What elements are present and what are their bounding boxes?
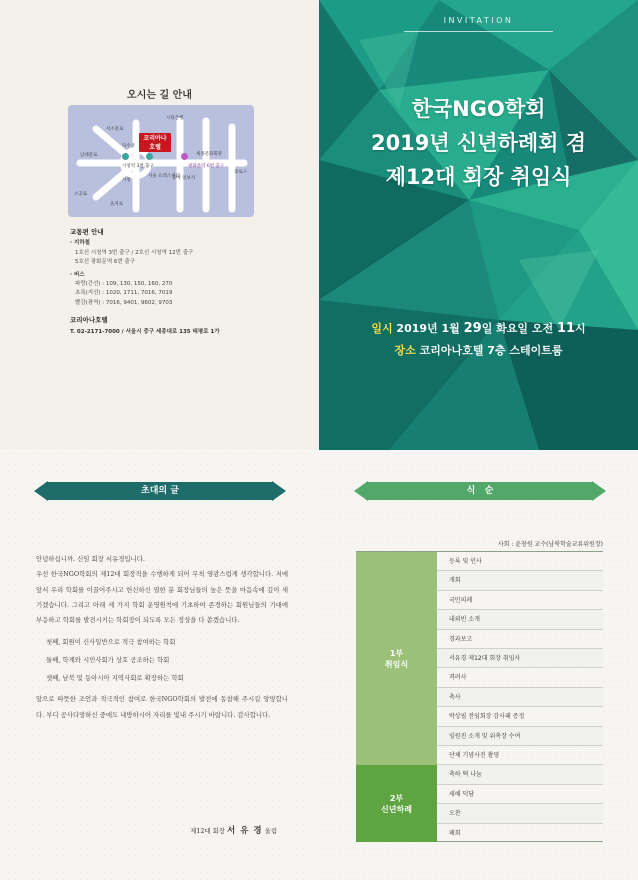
letter-paragraph: 우선 한국NGO학회의 제12대 회장직을 수행하게 되어 무척 영광스럽게 생각합니다. 저에 앞서 우리 학회를 이끌어주시고 헌신하신 열한 분 회장님들의 높은 뜻을 마음속에 깊이 새기겠습니다. 그리고 아래 세 가지 학회 운영원칙에 기초하여 존경하는 회원님들의 기대에 부응하고 학회를 발전시키는 학회장이 되도록 모든 정성을 다 쏟겠습니다. [36,570,288,625]
program-row: 오찬 [437,804,603,823]
hotel-label-line2: 호텔 [149,144,161,151]
date-part: 일 화요일 오전 [481,322,557,335]
station-dot-1 [122,153,129,160]
program-row: 국민의례 [437,591,603,610]
program-row: 새해 덕담 [437,785,603,804]
bus-line: 파랑(간선) : 109, 130, 150, 160, 270 [75,281,173,288]
program-row: 격려사 [437,668,603,687]
date-part: 시 [575,322,586,335]
principle-item: 첫째, 회원이 신사일반으로 적극 참여하는 학회 [46,638,176,647]
location-map [68,105,254,217]
title-line-3: 제12대 회장 취임식 [385,165,572,189]
invitation-label: INVITATION [443,16,514,25]
hotel-contact: T. 02-2171-7000 / 서울시 중구 세종대로 135 태평로 1가 [70,328,220,335]
event-info [319,318,638,362]
program-row: 경과보고 [437,630,603,649]
program-row: 축하 떡 나눔 [437,765,603,784]
principle-item: 셋째, 남북 및 동아시아 지역사회로 확장하는 학회 [46,674,184,683]
subway-line: 1호선 시청역 3번 출구 / 2호선 시청역 12번 출구 [75,249,194,256]
part2-cell [356,765,437,842]
ribbon-right-cap [272,481,286,501]
hotel-label-line1: 코리아나 [143,135,167,142]
event-place [319,340,638,362]
invitation-cover [319,0,638,450]
date-day: 29 [463,321,482,336]
map-label: 서울 프레스센터 [148,174,180,179]
part1-cell [356,552,437,765]
program-row: 박상필 전임회장 감사패 증정 [437,707,603,726]
bus-title: · 버스 [70,271,85,278]
hotel-marker [139,133,171,152]
map-roads [68,105,254,217]
sig-name: 서 유 경 [227,826,263,836]
map-label: 광화문역 6번 출구 [188,164,225,169]
map-title: 오시는 길 안내 [127,90,192,101]
map-label: 세종문화회관 [196,152,223,157]
station-dot-2 [146,153,153,160]
map-label: 서소문로 [106,127,124,132]
letter-paragraph: 안녕하십니까. 신임 회장 서유경입니다. [36,555,145,563]
exit-dot [181,153,188,160]
program-row: 임원진 소개 및 위촉장 수여 [437,727,603,746]
program-row: 내외빈 소개 [437,610,603,629]
part2-label: 신년하례 [381,804,412,814]
polygon-background [319,0,638,450]
map-label: 종로구 [234,170,248,175]
signature [0,824,277,836]
sig-suffix: 올림 [264,827,277,835]
bus-line: 초록(지선) : 1020, 1711, 7016, 7019 [75,290,173,297]
date-key: 일시 [371,322,393,335]
program-row: 축사 [437,688,603,707]
program-row: 등록 및 인사 [437,552,603,571]
mc-line: 사회 : 윤창원 교수(남북학술교류위원장) [497,541,603,548]
letter-body [36,552,288,723]
map-label: 시청역 3번 출구 [122,164,154,169]
part1-label: 1부 [389,648,404,658]
date-hour: 11 [556,321,576,336]
title-line-1: 한국NGO학회 [411,97,546,121]
transport-info [70,228,310,337]
program-heading: 식 순 [366,482,594,500]
letter-closing: 앞으로 따뜻한 조언과 적극적인 참여로 한국NGO학회의 발전에 동참해 주시길 앙망합니다. 부디 공사다망하신 중에도 내방하시어 자리를 빛내 주시기 바랍니다. 감사합니다. [36,695,288,719]
map-label: 남대문로 [80,153,98,158]
place-key: 장소 [394,344,416,357]
map-label: 시티은행 [166,116,184,121]
subway-title: · 지하철 [70,240,90,247]
place-value: 코리아나호텔 7층 스테이트룸 [419,344,563,357]
program-row: 개회 [437,571,603,590]
map-label: 소공로 [74,192,88,197]
program-table [356,551,603,842]
map-label: 동아 일보사 [172,176,196,181]
bus-line: 빨강(광역) : 7016, 9401, 9602, 9703 [75,299,173,306]
subway-line: 5호선 광화문역 6번 출구 [75,259,136,266]
transport-title: 교통편 안내 [70,228,104,236]
label-divider [404,31,553,32]
letter-heading: 초대의 글 [46,482,274,500]
map-panel [0,0,319,450]
title-line-2: 2019년 신년하례회 겸 [370,131,587,155]
map-label: 시청 [122,178,131,183]
sig-prefix: 제12대 회장 [190,827,225,835]
principles-list [36,633,288,687]
ribbon-right-cap [592,481,606,501]
part2-label: 2부 [389,793,404,803]
hotel-title: 코리아나호텔 [70,316,108,325]
date-part: 2019년 1월 [396,322,464,335]
program-row: 단체 기념사진 촬영 [437,746,603,765]
part1-label: 취임식 [384,659,409,669]
program-row: 서유경 제12대 회장 취임사 [437,649,603,668]
principle-item: 둘째, 학계와 시민사회가 상호 공조하는 학회 [46,656,170,665]
cover-title [319,92,638,194]
map-label: 을지로 [110,202,124,207]
event-date [319,318,638,340]
program-row: 폐회 [449,829,461,837]
map-label: 덕수궁 [122,144,136,149]
